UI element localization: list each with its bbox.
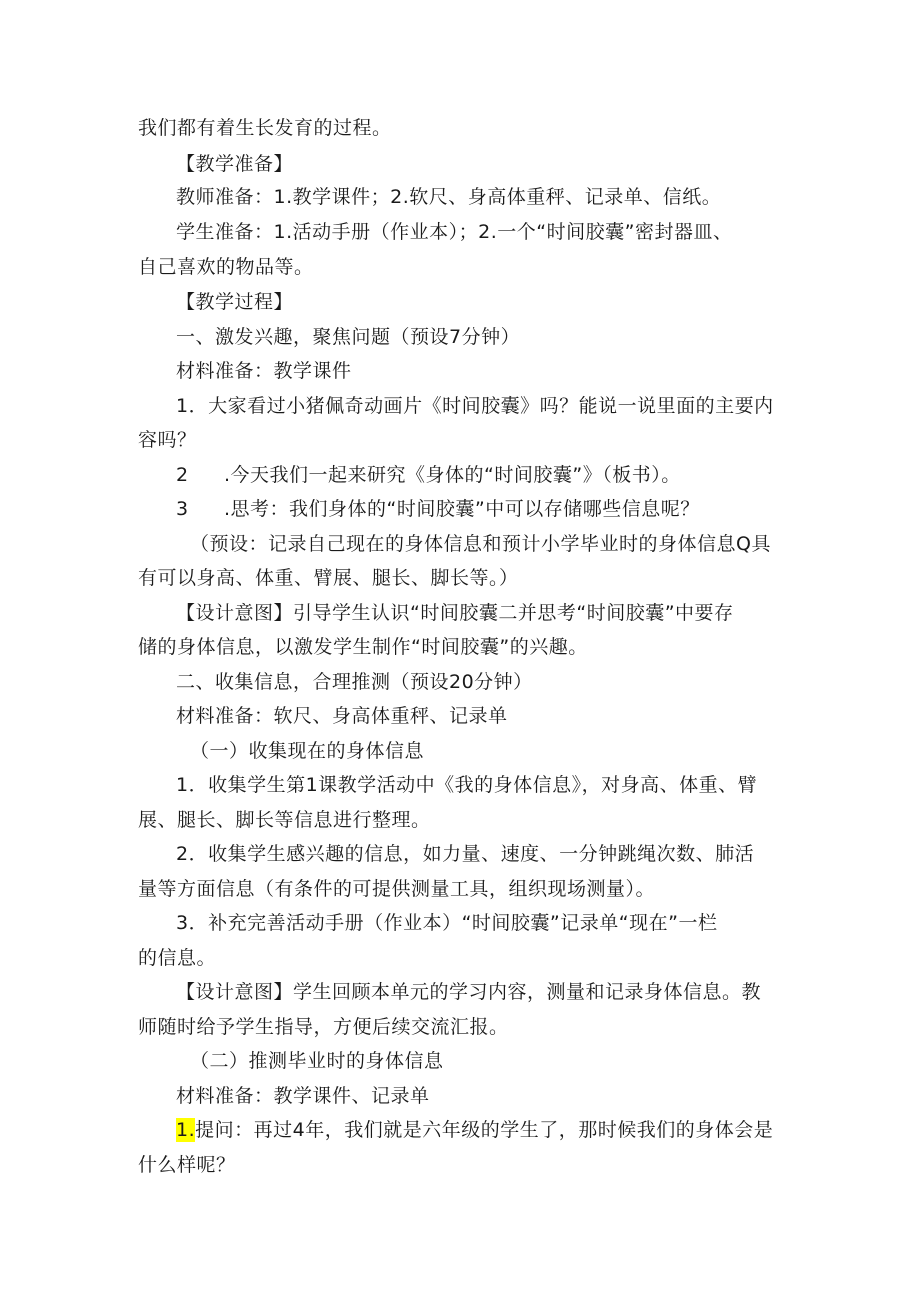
q1-text: 提问：再过4年，我们就是六年级的学生了，那时候我们的身体会是: [195, 1119, 774, 1141]
s2-item1-line2: 展、腿长、脚长等信息进行整理。: [138, 809, 431, 831]
s1-design-line2: 储的身体信息，以激发学生制作“时间胶囊”的兴趣。: [138, 636, 588, 658]
subsection2-material: 材料准备：教学课件、记录单: [176, 1085, 430, 1107]
subsection2-title: （二）推测毕业时的身体信息: [190, 1050, 444, 1072]
section2-title: 二、收集信息，合理推测（预设20分钟）: [176, 671, 533, 693]
paragraph-line: 我们都有着生长发育的过程。: [138, 117, 392, 139]
s1-item1-line1: 1．大家看过小猪佩奇动画片《时间胶囊》吗？能说一说里面的主要内: [176, 395, 774, 417]
s1-preset-line1: （预设：记录自己现在的身体信息和预计小学毕业时的身体信息Q具: [190, 533, 771, 555]
s2-item3-line2: 的信息。: [138, 947, 217, 969]
section1-title: 一、激发兴趣，聚焦问题（预设7分钟）: [176, 326, 521, 348]
s1-item2-number: 2: [176, 464, 189, 486]
section1-material: 材料准备：教学课件: [176, 360, 352, 382]
s2-item1-line1: 1．收集学生第1课教学活动中《我的身体信息》，对身高、体重、臂: [176, 774, 758, 796]
section-heading-prep: 【教学准备】: [176, 153, 294, 175]
s2-item3-line1: 3．补充完善活动手册（作业本）“时间胶囊”记录单“现在”一栏: [176, 912, 718, 934]
s2-design-line2: 师随时给予学生指导，方便后续交流汇报。: [138, 1016, 509, 1038]
section-heading-process: 【教学过程】: [176, 291, 294, 313]
section2-material: 材料准备：软尺、身高体重秤、记录单: [176, 705, 508, 727]
s2-design-line1: 【设计意图】学生回顾本单元的学习内容，测量和记录身体信息。教: [176, 981, 762, 1003]
q1-line1: [176, 1118, 773, 1142]
s2-item2-line2: 量等方面信息（有条件的可提供测量工具，组织现场测量）。: [138, 878, 656, 900]
teacher-prep: 教师准备：1.教学课件；2.软尺、身高体重秤、记录单、信纸。: [176, 186, 722, 208]
s2-item2-line1: 2．收集学生感兴趣的信息，如力量、速度、一分钟跳绳次数、肺活: [176, 843, 755, 865]
subsection1-title: （一）收集现在的身体信息: [190, 740, 425, 762]
s1-item3-text: .思考：我们身体的“时间胶囊”中可以存储哪些信息呢？: [224, 498, 700, 520]
s1-preset-line2: 有可以身高、体重、臂展、腿长、脚长等。）: [138, 567, 519, 589]
s1-item2-text: .今天我们一起来研究《身体的“时间胶囊”》（板书）。: [224, 464, 681, 486]
s1-item1-line2: 容吗？: [138, 429, 197, 451]
student-prep-line2: 自己喜欢的物品等。: [138, 256, 314, 278]
s1-item3-number: 3: [176, 498, 189, 520]
q1-number-highlight: 1.: [176, 1119, 196, 1141]
student-prep-line1: 学生准备：1.活动手册（作业本）；2.一个“时间胶囊”密封器皿、: [176, 221, 733, 243]
s1-design-line1: 【设计意图】引导学生认识“时间胶囊二并思考“时间胶囊”中要存: [176, 602, 734, 624]
q1-line2: 什么样呢？: [138, 1154, 236, 1176]
